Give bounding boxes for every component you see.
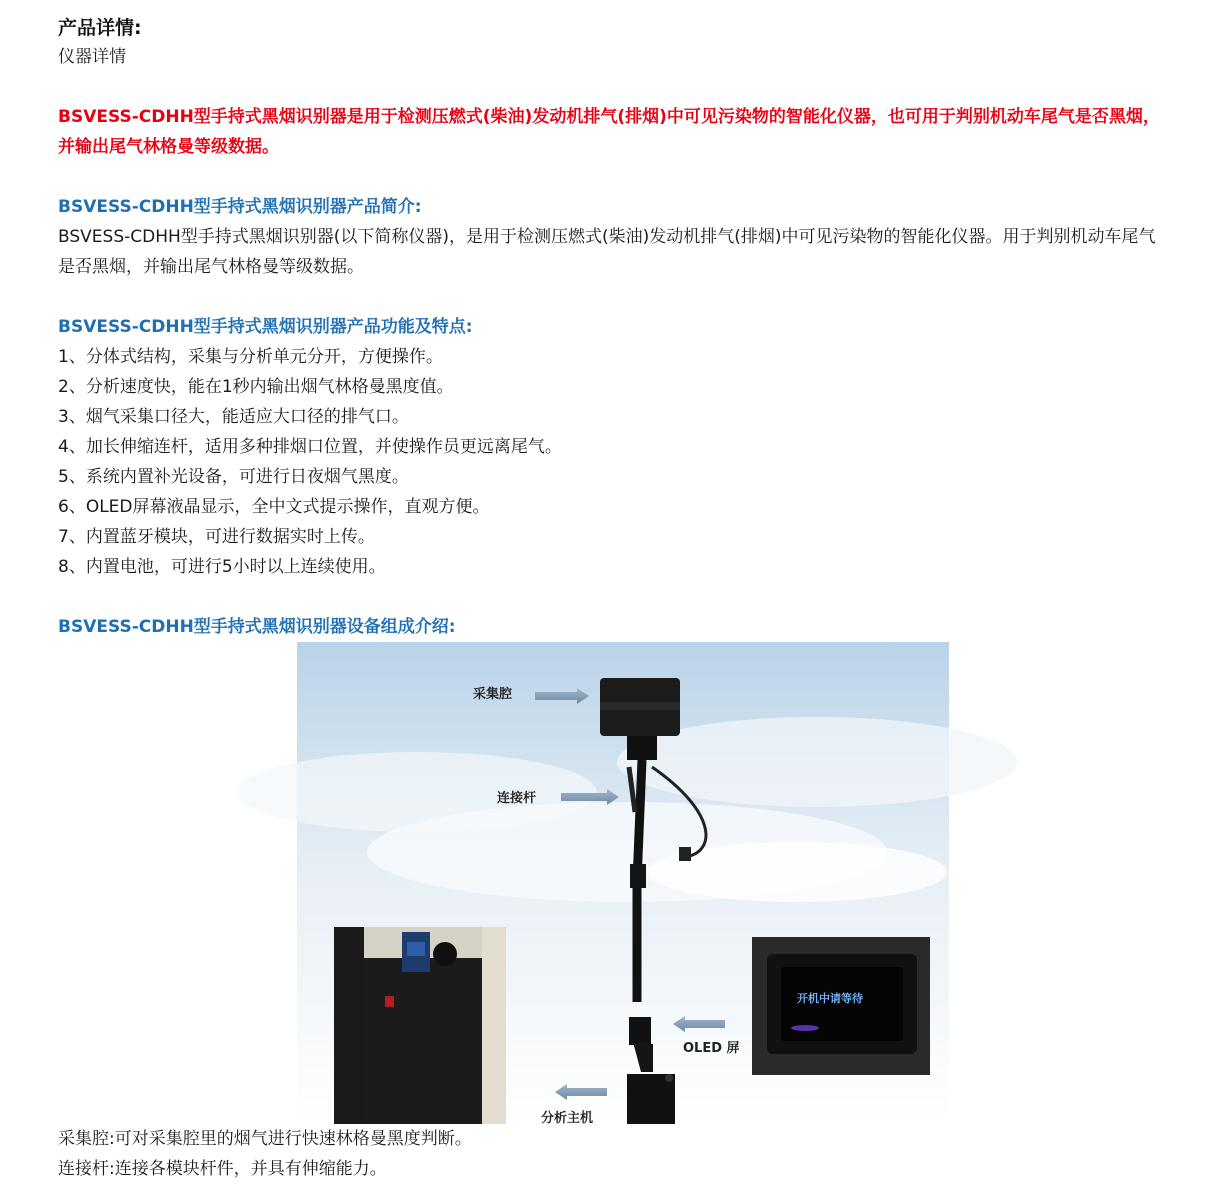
oled-screen-text: 开机中请等待 <box>797 992 863 1005</box>
composition-desc-2: 连接杆:连接各模块杆件，并具有伸缩能力。 <box>58 1159 387 1179</box>
composition-heading: BSVESS-CDHH型手持式黑烟识别器设备组成介绍: <box>58 617 456 637</box>
features-heading: BSVESS-CDHH型手持式黑烟识别器产品功能及特点: <box>58 317 473 337</box>
intro-line-1: BSVESS-CDHH型手持式黑烟识别器是用于检测压燃式(柴油)发动机排气(排烟)中可见污染物的智能化仪器，也可用于判别机动车尾气是否黑烟， <box>58 107 1160 127</box>
label-chamber: 采集腔 <box>473 687 513 702</box>
inset-photo-oled <box>752 937 930 1075</box>
feature-item: 3、烟气采集口径大，能适应大口径的排气口。 <box>58 407 409 427</box>
feature-item: 8、内置电池，可进行5小时以上连续使用。 <box>58 557 386 577</box>
device-composition-image <box>297 642 949 1124</box>
summary-line-2: 是否黑烟，并输出尾气林格曼等级数据。 <box>58 257 364 277</box>
device-figure-wrap <box>58 642 1188 1124</box>
summary-line-1: BSVESS-CDHH型手持式黑烟识别器(以下简称仪器)，是用于检测压燃式(柴油)发动机排气(排烟)中可见污染物的智能化仪器。用于判别机动车尾气 <box>58 227 1156 247</box>
inset-photo-host <box>334 927 506 1124</box>
feature-item: 2、分析速度快，能在1秒内输出烟气林格曼黑度值。 <box>58 377 454 397</box>
label-rod: 连接杆 <box>497 791 537 806</box>
summary-heading: BSVESS-CDHH型手持式黑烟识别器产品简介: <box>58 197 422 217</box>
intro-line-2: 并输出尾气林格曼等级数据。 <box>58 137 279 157</box>
feature-item: 6、OLED屏幕液晶显示，全中文式提示操作，直观方便。 <box>58 497 490 517</box>
feature-item: 5、系统内置补光设备，可进行日夜烟气黑度。 <box>58 467 409 487</box>
label-host: 分析主机 <box>541 1111 594 1126</box>
product-detail-page <box>58 14 1188 1184</box>
feature-item: 7、内置蓝牙模块，可进行数据实时上传。 <box>58 527 375 547</box>
composition-desc-1: 采集腔:可对采集腔里的烟气进行快速林格曼黑度判断。 <box>58 1129 472 1149</box>
feature-item: 1、分体式结构，采集与分析单元分开，方便操作。 <box>58 347 443 367</box>
feature-item: 4、加长伸缩连杆，适用多种排烟口位置，并使操作员更远离尾气。 <box>58 437 562 457</box>
page-subtitle: 仪器详情 <box>58 47 126 67</box>
page-title: 产品详情: <box>58 17 142 39</box>
label-oled: OLED 屏 <box>683 1041 740 1056</box>
